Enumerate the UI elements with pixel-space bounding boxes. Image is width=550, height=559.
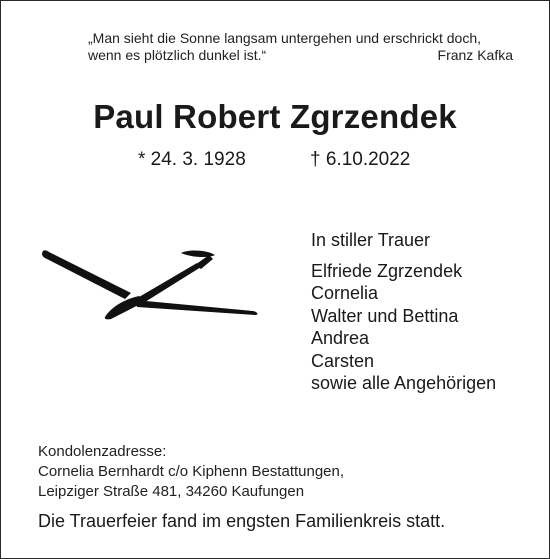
funeral-note: Die Trauerfeier fand im engsten Familienkreis statt. [38, 511, 446, 531]
address-line-1: Cornelia Bernhardt c/o Kiphenn Bestattungen, [38, 463, 345, 480]
address-line-2: Leipziger Straße 481, 34260 Kaufungen [38, 483, 305, 500]
quote-line-2: wenn es plötzlich dunkel ist.“ [88, 47, 267, 63]
mourner-name: Andrea [311, 328, 370, 348]
birth-date: * 24. 3. 1928 [138, 149, 246, 170]
glider-icon [39, 241, 261, 325]
deceased-name: Paul Robert Zgrzendek [93, 98, 457, 135]
mourner-name: Carsten [311, 350, 375, 371]
mourner-name: Cornelia [311, 283, 379, 303]
kafka-quote [88, 30, 513, 64]
mourners-intro: In stiller Trauer [311, 230, 431, 250]
quote-line-1: „Man sieht die Sonne langsam untergehen und erschrickt doch, [88, 30, 482, 46]
mourner-name: Elfriede Zgrzendek [311, 260, 463, 281]
mourners-block [311, 229, 496, 395]
mourner-name: sowie alle Angehörigen [311, 373, 497, 393]
quote-author: Franz Kafka [437, 47, 513, 63]
death-date: † 6.10.2022 [310, 149, 411, 170]
address-heading: Kondolenzadresse: [38, 443, 167, 460]
mourner-name: Walter und Bettina [311, 305, 459, 326]
condolence-address [38, 442, 344, 502]
